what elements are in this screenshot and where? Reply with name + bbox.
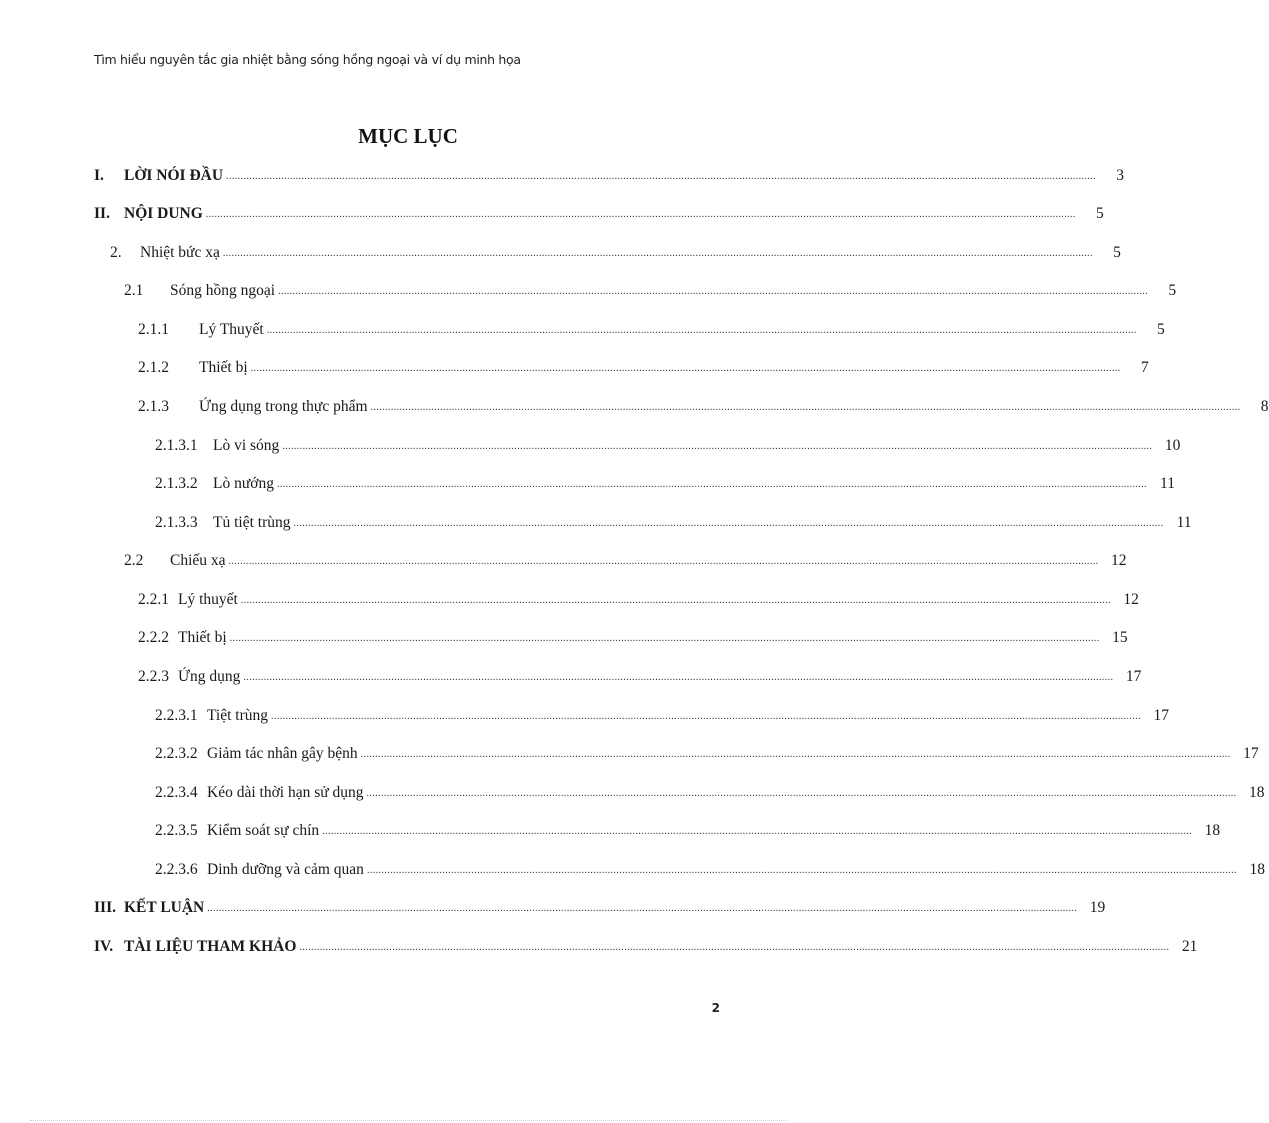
toc-entry-page: 11: [1176, 514, 1192, 531]
toc-entry-label: Nhiệt bức xạ: [140, 244, 220, 261]
toc-entry-number: 2.2.1: [138, 591, 169, 608]
toc-entry-ly-thuyet-hong-ngoai[interactable]: [138, 321, 1165, 345]
toc-entry-lo-nuong[interactable]: [155, 475, 1175, 499]
dot-leader: ............................................................................................................................................................................................................................................................................................................: [228, 556, 1099, 567]
dot-leader: ............................................................................................................................................................................................................................................................................................................: [299, 942, 1170, 953]
toc-entry-number: 2.1.3.3: [155, 514, 198, 531]
toc-entry-page: 18: [1249, 861, 1265, 878]
toc-entry-loi-noi-dau[interactable]: [94, 167, 1125, 191]
toc-entry-page: 8: [1260, 398, 1269, 415]
toc-entry-page: 17: [1243, 745, 1259, 762]
dot-leader: ............................................................................................................................................................................................................................................................................................................: [222, 248, 1093, 259]
toc-entry-number: 2.2.2: [138, 629, 169, 646]
toc-entry-song-hong-ngoai[interactable]: [124, 282, 1177, 306]
toc-entry-label: Lò vi sóng: [213, 437, 280, 454]
toc-entry-label: Lý Thuyết: [199, 321, 264, 338]
dot-leader: ............................................................................................................................................................................................................................................................................................................: [366, 788, 1237, 799]
toc-entry-thiet-bi-hong-ngoai[interactable]: [138, 359, 1149, 383]
toc-entry-nhiet-buc-xa[interactable]: [110, 244, 1121, 268]
toc-entry-tiet-trung[interactable]: [155, 707, 1170, 731]
toc-entry-label: Lý thuyết: [178, 591, 238, 608]
toc-entry-page: 12: [1123, 591, 1139, 608]
toc-entry-label: Kiểm soát sự chín: [207, 822, 320, 839]
toc-entry-page: 19: [1089, 899, 1106, 916]
dot-leader: ............................................................................................................................................................................................................................................................................................................: [366, 865, 1237, 876]
dot-leader: ............................................................................................................................................................................................................................................................................................................: [370, 402, 1241, 413]
toc-entry-kiem-soat-su-chin[interactable]: [155, 822, 1221, 846]
dot-leader: ............................................................................................................................................................................................................................................................................................................: [293, 518, 1164, 529]
toc-entry-giam-tac-nhan[interactable]: [155, 745, 1259, 769]
toc-entry-ung-dung-chieu-xa[interactable]: [138, 668, 1142, 692]
toc-entry-number: 2.1.3: [138, 398, 169, 415]
dot-leader: ............................................................................................................................................................................................................................................................................................................: [271, 711, 1142, 722]
toc-entry-label: Lò nướng: [213, 475, 274, 492]
toc-entry-page: 5: [1113, 244, 1121, 261]
toc-entry-page: 18: [1249, 784, 1265, 801]
toc-entry-page: 5: [1156, 321, 1165, 338]
toc-entry-ung-dung-thuc-pham[interactable]: [138, 398, 1269, 422]
dot-leader: ............................................................................................................................................................................................................................................................................................................: [207, 903, 1078, 914]
toc-entry-label: NỘI DUNG: [124, 205, 203, 222]
toc-entry-label: Sóng hồng ngoại: [170, 282, 276, 299]
toc-entry-label: Kéo dài thời hạn sử dụng: [207, 784, 364, 801]
toc-entry-tai-lieu-tham-khao[interactable]: [94, 938, 1198, 962]
dot-leader: ............................................................................................................................................................................................................................................................................................................: [282, 441, 1153, 452]
toc-title: MỤC LỤC: [358, 124, 458, 148]
toc-entry-label: Ứng dụng trong thực phẩm: [199, 398, 368, 415]
toc-entry-lo-vi-song[interactable]: [155, 437, 1181, 461]
dot-leader: ............................................................................................................................................................................................................................................................................................................: [243, 672, 1114, 683]
toc-entry-page: 15: [1112, 629, 1128, 646]
toc-entry-number: 2.2: [124, 552, 144, 569]
dot-leader: ............................................................................................................................................................................................................................................................................................................: [276, 479, 1147, 490]
toc-entry-page: 5: [1168, 282, 1177, 299]
toc-entry-page: 17: [1153, 707, 1170, 724]
toc-entry-page: 3: [1116, 167, 1125, 184]
toc-entry-thiet-bi-chieu-xa[interactable]: [138, 629, 1128, 653]
toc-entry-label: Thiết bị: [199, 359, 248, 376]
toc-entry-label: Tủ tiệt trùng: [213, 514, 291, 531]
toc-entry-number: III.: [94, 899, 116, 916]
toc-entry-label: TÀI LIỆU THAM KHẢO: [124, 938, 297, 955]
toc-entry-number: 2.1.1: [138, 321, 169, 338]
toc-entry-number: 2.: [110, 244, 122, 261]
toc-entry-number: 2.2.3: [138, 668, 169, 685]
dot-leader: ............................................................................................................................................................................................................................................................................................................: [360, 749, 1231, 760]
toc-entry-dinh-duong-cam-quan[interactable]: [155, 861, 1265, 885]
dot-leader: ............................................................................................................................................................................................................................................................................................................: [205, 209, 1076, 220]
toc-entry-page: 5: [1096, 205, 1104, 222]
toc-entry-page: 12: [1111, 552, 1127, 569]
toc-entry-number: I.: [94, 167, 104, 184]
dot-leader: ............................................................................................................................................................................................................................................................................................................: [229, 633, 1100, 644]
dot-leader: ............................................................................................................................................................................................................................................................................................................: [226, 171, 1097, 182]
toc-entry-page: 7: [1140, 359, 1149, 376]
toc-entry-number: 2.1: [124, 282, 144, 299]
toc-entry-label: Thiết bị: [178, 629, 227, 646]
toc-entry-label: Dinh dưỡng và cảm quan: [207, 861, 364, 878]
dot-leader: ............................................................................................................................................................................................................................................................................................................: [266, 325, 1137, 336]
toc-entry-label: Tiệt trùng: [207, 707, 269, 724]
running-header: Tìm hiểu nguyên tắc gia nhiệt bằng sóng hồng ngoại và ví dụ minh họa: [94, 52, 521, 67]
toc-entry-number: 2.1.2: [138, 359, 169, 376]
dot-leader: ............................................................................................................................................................................................................................................................................................................: [278, 286, 1149, 297]
toc-entry-number: IV.: [94, 938, 114, 955]
toc-entry-label: LỜI NÓI ĐẦU: [124, 167, 224, 184]
toc-entry-number: II.: [94, 205, 110, 222]
toc-entry-tu-tiet-trung[interactable]: [155, 514, 1192, 538]
toc-entry-number: 2.1.3.1: [155, 437, 198, 454]
toc-entry-noi-dung[interactable]: [94, 205, 1104, 229]
toc-entry-chieu-xa[interactable]: [124, 552, 1127, 576]
toc-entry-number: 2.2.3.2: [155, 745, 198, 762]
toc-entry-number: 2.2.3.4: [155, 784, 198, 801]
toc-entry-page: 18: [1204, 822, 1221, 839]
page-bottom-rule: [30, 1120, 786, 1121]
page-number: 2: [711, 1001, 720, 1015]
toc-entry-page: 17: [1125, 668, 1142, 685]
dot-leader: ............................................................................................................................................................................................................................................................................................................: [250, 363, 1121, 374]
toc-entry-number: 2.2.3.5: [155, 822, 198, 839]
toc-entry-page: 11: [1160, 475, 1175, 492]
toc-entry-number: 2.2.3.1: [155, 707, 198, 724]
toc-entry-keo-dai-thoi-han[interactable]: [155, 784, 1265, 808]
toc-entry-ket-luan[interactable]: [94, 899, 1106, 923]
toc-entry-label: KẾT LUẬN: [124, 899, 205, 916]
toc-entry-ly-thuyet-chieu-xa[interactable]: [138, 591, 1139, 615]
toc-entry-label: Chiếu xạ: [170, 552, 226, 569]
toc-entry-number: 2.1.3.2: [155, 475, 198, 492]
toc-entry-page: 10: [1164, 437, 1181, 454]
toc-entry-label: Giảm tác nhân gây bệnh: [207, 745, 358, 762]
dot-leader: ............................................................................................................................................................................................................................................................................................................: [322, 826, 1193, 837]
dot-leader: ............................................................................................................................................................................................................................................................................................................: [240, 595, 1111, 606]
toc-entry-label: Ứng dụng: [178, 668, 241, 685]
toc-entry-page: 21: [1181, 938, 1198, 955]
toc-entry-number: 2.2.3.6: [155, 861, 198, 878]
